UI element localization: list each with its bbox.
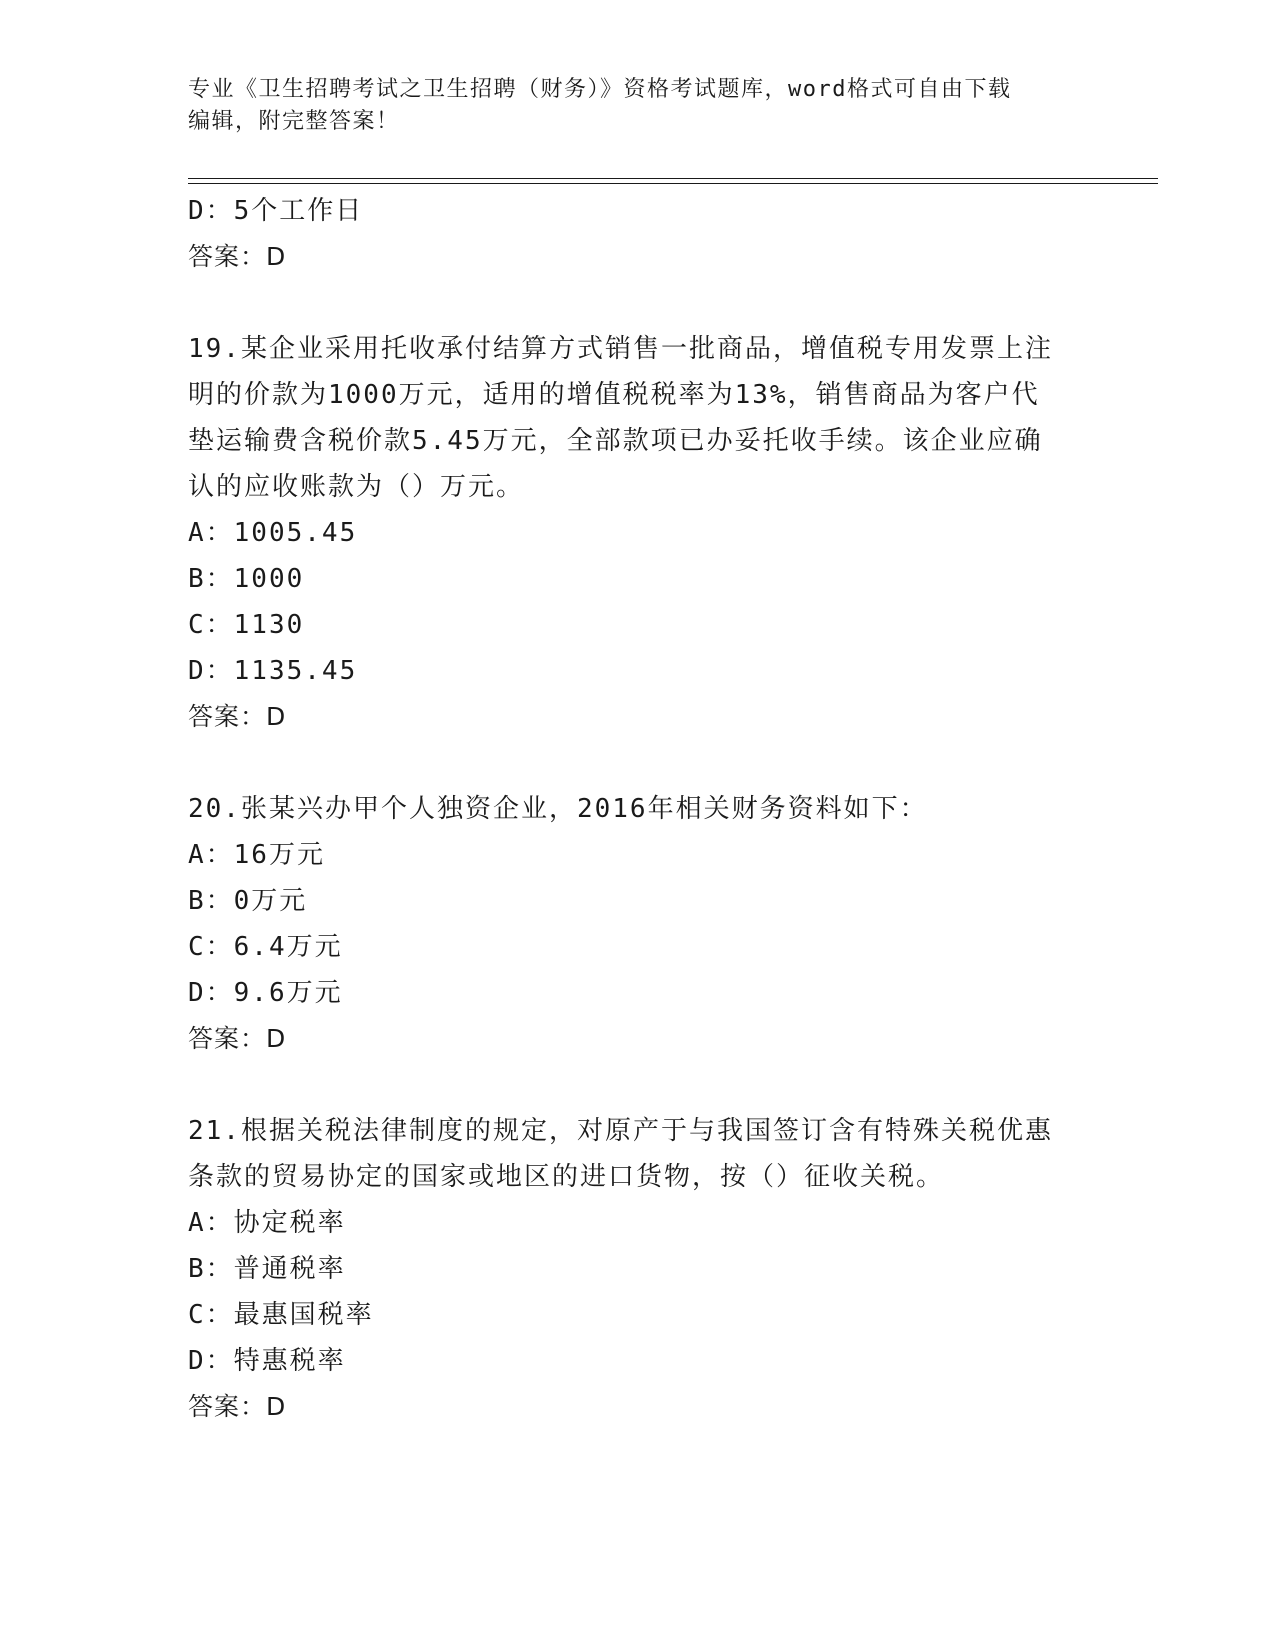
question-21-text-line-2: 条款的贸易协定的国家或地区的进口货物，按（）征收关税。 (188, 1162, 945, 1192)
question-19-option-b: B：1000 (188, 564, 305, 594)
header-divider-top (188, 178, 1158, 179)
question-21-answer: 答案：D (188, 1392, 287, 1421)
header-line-1: 专业《卫生招聘考试之卫生招聘（财务）》资格考试题库，word格式可自由下载 (188, 77, 1012, 102)
question-19-text-line-1: 19.某企业采用托收承付结算方式销售一批商品，增值税专用发票上注 (188, 334, 1053, 364)
question-19-answer: 答案：D (188, 702, 287, 731)
spacer (188, 280, 1088, 326)
question-20-answer: 答案：D (188, 1024, 287, 1053)
question-19 (188, 326, 1088, 740)
question-19-option-d: D：1135.45 (188, 656, 358, 686)
prev-option-d: D：5个工作日 (188, 196, 364, 226)
header-line-2: 编辑，附完整答案！ (188, 109, 400, 134)
question-21-option-d: D：特惠税率 (188, 1346, 346, 1376)
question-19-text-line-4: 认的应收账款为（）万元。 (188, 472, 525, 502)
question-21-option-b: B：普通税率 (188, 1254, 346, 1284)
spacer (188, 740, 1088, 786)
question-20-text-line-1: 20.张某兴办甲个人独资企业，2016年相关财务资料如下： (188, 794, 928, 824)
prev-answer: 答案：D (188, 242, 287, 271)
question-20-option-b: B：0万元 (188, 886, 308, 916)
spacer (188, 1062, 1088, 1108)
question-20-option-c: C：6.4万元 (188, 932, 343, 962)
document-body (188, 188, 1088, 1430)
question-20-option-d: D：9.6万元 (188, 978, 343, 1008)
header-divider-bottom (188, 183, 1158, 184)
question-21-option-c: C：最惠国税率 (188, 1300, 374, 1330)
question-19-text-line-2: 明的价款为1000万元，适用的增值税税率为13%，销售商品为客户代 (188, 380, 1040, 410)
question-20-option-a: A：16万元 (188, 840, 325, 870)
question-21-option-a: A：协定税率 (188, 1208, 346, 1238)
question-21 (188, 1108, 1088, 1430)
question-20 (188, 786, 1088, 1062)
question-19-text-line-3: 垫运输费含税价款5.45万元，全部款项已办妥托收手续。该企业应确 (188, 426, 1043, 456)
document-header (188, 74, 1088, 138)
question-21-text-line-1: 21.根据关税法律制度的规定，对原产于与我国签订含有特殊关税优惠 (188, 1116, 1053, 1146)
question-19-option-a: A：1005.45 (188, 518, 358, 548)
question-19-option-c: C：1130 (188, 610, 305, 640)
